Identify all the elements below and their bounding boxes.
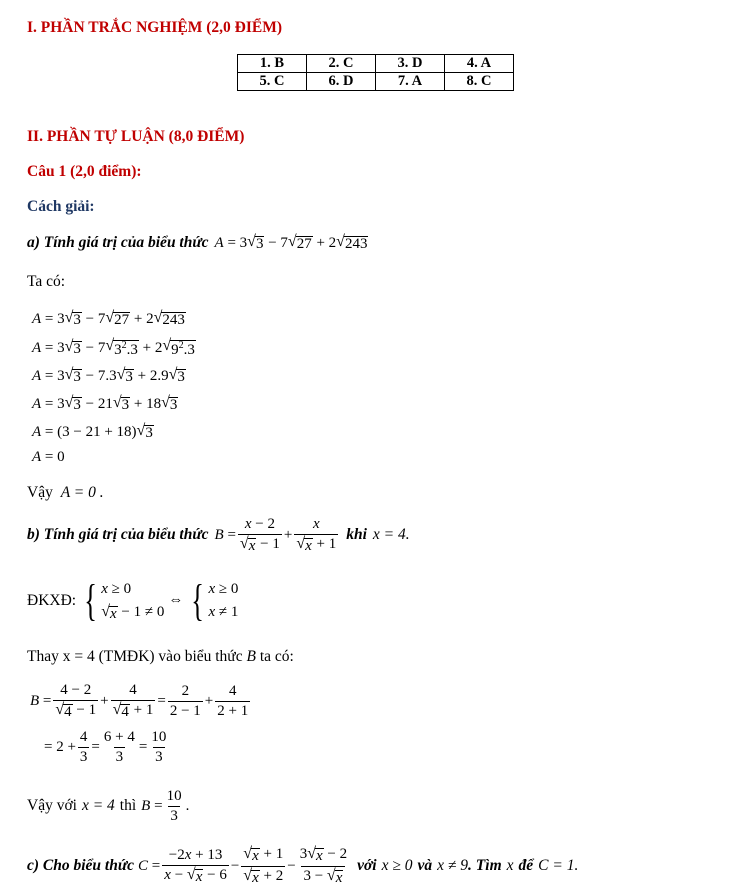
part-a-question: [27, 234, 368, 253]
table-cell: 7. A: [376, 73, 445, 91]
va-label: và: [417, 857, 433, 875]
section-1-title: I. PHẦN TRẮC NGHIỆM (2,0 ĐIỂM): [27, 19, 283, 36]
dkxd-line: [27, 575, 239, 625]
answer-table: [237, 54, 514, 91]
step-a-4: A = 3 √ 3 − 21 √ 3 + 18 √ 3: [32, 394, 178, 413]
expression-a: A = 3 √ 3 − 7 √ 27 + 2 √ 243: [214, 233, 368, 252]
part-c-question: [27, 846, 578, 887]
table-cell: 3. D: [376, 55, 445, 73]
expression-b: B = x − 2 √ x − 1 + x √ x + 1: [214, 516, 337, 554]
table-cell: 5. C: [238, 73, 307, 91]
x-eq-value: x = 4: [81, 797, 115, 814]
part-a-question-text: a) Tính giá trị của biểu thức: [27, 234, 209, 252]
vay-voi-label: Vậy với: [27, 797, 77, 814]
step-a-5: A = (3 − 21 + 18) √ 3: [32, 422, 153, 441]
dkxd-label: ĐKXĐ:: [27, 591, 77, 609]
vay-label: Vậy: [27, 484, 53, 501]
part-a-conclusion: [27, 484, 104, 502]
part-b-question: [27, 516, 410, 554]
table-cell: 2. C: [307, 55, 376, 73]
cau-1-title: Câu 1 (2,0 điểm):: [27, 163, 142, 180]
table-row: [238, 73, 514, 91]
thay-line: [27, 648, 294, 666]
condition-system-1: { x ≥ 0 √ x − 1 ≠ 0: [84, 575, 165, 625]
expression-c: C = −2x + 13 x − √ x − 6 − √ x + 1 √ x + 2 − 3 √ x − 2 3 − √ x: [138, 845, 348, 886]
thay-text-4: ta có:: [259, 648, 294, 665]
cond-1: x ≥ 0: [381, 857, 413, 875]
tim-label: . Tìm: [468, 857, 502, 875]
part-b-question-text: b) Tính giá trị của biểu thức: [27, 526, 209, 544]
variable-x: x: [506, 857, 514, 875]
step-a-2: A = 3 √ 3 − 7 √ $3^2.3$ + 2 √ $9^2.3$: [32, 337, 195, 358]
khi-label: khi: [346, 526, 367, 544]
section-2-title: II. PHẦN TỰ LUẬN (8,0 ĐIỂM): [27, 128, 245, 145]
result-b: B = 10 3 .: [141, 788, 190, 824]
b-step-1: B = 4 − 2 √ 4 − 1 + 4 √ 4 + 1 = 2 2 − 1 + 4 2 + 1: [30, 682, 249, 720]
step-a-6: A = 0: [32, 449, 65, 465]
b-step-2: = 2 + 4 3 = 6 + 4 3 = 10 3: [44, 729, 167, 765]
equivalence-sign: ⇔: [168, 592, 184, 608]
ta-co-label: Ta có:: [27, 273, 66, 290]
step-a-3: A = 3 √ 3 − 7.3 √ 3 + 2.9 √ 3: [32, 366, 185, 385]
thay-text-2: x = 4 (TMĐK) vào biểu thức: [62, 648, 243, 665]
thay-text-3: B: [246, 648, 256, 665]
table-cell: 1. B: [238, 55, 307, 73]
table-cell: 6. D: [307, 73, 376, 91]
thi-label: thì: [119, 797, 137, 814]
table-cell: 4. A: [445, 55, 514, 73]
thay-text-1: Thay: [27, 648, 59, 665]
result-a: A = 0 .: [60, 484, 104, 501]
step-a-1: A = 3 √ 3 − 7 √ 27 + 2 √ 243: [32, 309, 185, 328]
condition-system-2: { x ≥ 0 x ≠ 1: [191, 575, 239, 625]
de-label: để: [518, 857, 534, 875]
part-b-conclusion: [27, 788, 189, 824]
cach-giai-label: Cách giải:: [27, 198, 95, 215]
cond-2: x ≠ 9: [437, 857, 469, 875]
part-c-question-text: c) Cho biểu thức: [27, 857, 135, 875]
target-c: C = 1.: [538, 857, 579, 875]
x-value: x = 4.: [372, 526, 410, 544]
voi-label: với: [357, 857, 377, 875]
table-row: [238, 55, 514, 73]
table-cell: 8. C: [445, 73, 514, 91]
